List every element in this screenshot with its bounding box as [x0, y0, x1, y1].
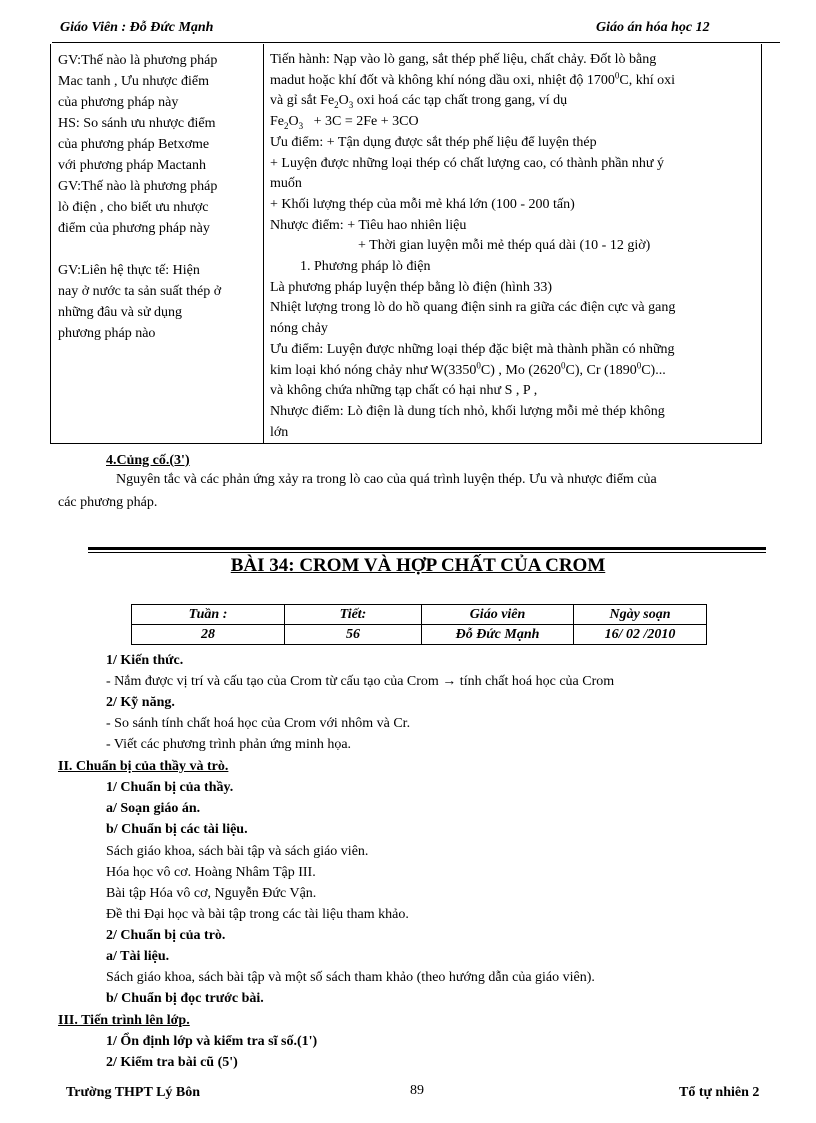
subscript: 3 — [348, 100, 354, 111]
text-run: C, khí oxi — [619, 72, 676, 88]
content-line: 1. Phương pháp lò điện — [300, 259, 431, 275]
section-heading: III. Tiến trình lên lớp. — [58, 1013, 190, 1028]
teacher-line: GV:Liên hệ thực tế: Hiện — [58, 263, 200, 278]
subsection-heading: 2/ Kiểm tra bài cũ (5') — [106, 1055, 238, 1070]
teacher-line: HS: So sánh ưu nhược điểm — [58, 116, 216, 131]
superscript: 0 — [561, 359, 566, 370]
content-line: Tiến hành: Nạp vào lò gang, sắt thép phế liệu, chất chảy. Đốt lò bằng — [270, 52, 657, 67]
content-line: Nhược điểm: Lò điện là dung tích nhỏ, khối lượng mỗi mẻ thép không — [270, 403, 665, 419]
text-run: Fe — [270, 114, 284, 130]
text-run: và gỉ sắt Fe — [270, 93, 335, 109]
reference-item: Đề thi Đại học và bài tập trong các tài liệu tham khảo. — [106, 907, 409, 922]
content-column — [270, 50, 758, 443]
table-row — [132, 605, 707, 625]
content-line: lớn — [270, 424, 289, 440]
content-line: + Khối lượng thép của mỗi mẻ khá lớn (100 - 200 tấn) — [270, 196, 575, 212]
content-line: Là phương pháp luyện thép bằng lò điện (hình 33) — [270, 279, 553, 295]
content-line: Ưu điểm: Luyện được những loại thép đặc biệt mà thành phần có những — [270, 341, 675, 357]
text-run: kim loại khó nóng chảy như W(3350 — [270, 362, 477, 378]
consolidation-heading: 4.Củng cố.(3') — [106, 453, 190, 468]
text-run: C), Cr (1890 — [565, 362, 637, 378]
text-run: + 3C = 2Fe + 3CO — [313, 114, 419, 130]
text-run: C)... — [641, 362, 666, 378]
content-line: Ưu điểm: + Tận dụng được sắt thép phế liệu để luyện thép — [270, 134, 597, 150]
knowledge-item: - Nắm được vị trí và cấu tạo của Crom từ cấu tạo của Crom → tính chất hoá học của Crom — [106, 674, 615, 689]
teacher-line: những đâu và sử dụng — [58, 305, 183, 320]
subsection-heading: 1/ Chuẩn bị của thầy. — [106, 780, 234, 795]
subsection-heading: 2/ Chuẩn bị của trò. — [106, 928, 226, 943]
lesson-info-table — [131, 604, 707, 645]
content-line: + Thời gian luyện mỗi mẻ thép quá dài (10 - 12 giờ) — [358, 238, 651, 254]
reference-item: Sách giáo khoa, sách bài tập và sách giáo viên. — [106, 844, 369, 859]
text-run: oxi hoá các tạp chất trong gang, ví dụ — [353, 93, 568, 109]
table-row — [132, 625, 707, 645]
table-cell: 28 — [132, 625, 285, 645]
equation-line — [270, 112, 758, 133]
page-number: 89 — [410, 1083, 424, 1098]
activity-table-divider — [263, 44, 264, 444]
subsection-heading: a/ Soạn giáo án. — [106, 801, 201, 816]
subsection-heading: b/ Chuẩn bị đọc trước bài. — [106, 991, 264, 1006]
teacher-line: của phương pháp Betxơme — [58, 137, 210, 152]
content-line — [270, 71, 758, 92]
table-header-cell: Ngày soạn — [574, 605, 707, 625]
header-subject: Giáo án hóa học 12 — [596, 20, 710, 35]
text-run: madut hoặc khí đốt và không khí nóng dầu oxi, nhiệt độ 1700 — [270, 72, 615, 88]
skills-item: - So sánh tính chất hoá học của Crom với nhôm và Cr. — [106, 716, 411, 731]
teacher-line: của phương pháp này — [58, 95, 179, 110]
lesson-title-text: BÀI 34: CROM VÀ HỢP CHẤT CỦA CROM — [230, 555, 606, 576]
superscript: 0 — [636, 359, 642, 370]
teacher-line: phương pháp nào — [58, 326, 156, 341]
text-run: O — [288, 114, 299, 130]
content-line — [270, 91, 758, 112]
content-line: nóng chảy — [270, 321, 328, 337]
footer-department: Tổ tự nhiên 2 — [679, 1085, 760, 1100]
footer-school: Trường THPT Lý Bôn — [66, 1085, 201, 1100]
teacher-line: GV:Thế nào là phương pháp — [58, 53, 218, 68]
table-cell: 56 — [285, 625, 422, 645]
title-rule — [88, 547, 766, 550]
subsection-heading: 1/ Ổn định lớp và kiểm tra sĩ số.(1') — [106, 1034, 318, 1049]
consolidation-text: Nguyên tắc và các phản ứng xảy ra trong lò cao của quá trình luyện thép. Ưu và nhược điểm của — [116, 472, 657, 487]
text-run: C) , Mo (2620 — [480, 362, 562, 378]
table-header-cell: Tuần : — [132, 605, 285, 625]
reference-item: Sách giáo khoa, sách bài tập và một số sách tham khảo (theo hướng dẫn của giáo viên). — [106, 970, 595, 985]
teacher-line: nay ở nước ta sản suất thép ở — [58, 284, 222, 299]
teacher-line: GV:Thế nào là phương pháp — [58, 179, 218, 194]
header-rule — [52, 42, 780, 43]
subscript: 2 — [334, 100, 339, 111]
teacher-line: Mac tanh , Ưu nhược điểm — [58, 74, 210, 89]
text-run: O — [338, 93, 349, 109]
section-heading: II. Chuẩn bị của thầy và trò. — [58, 759, 229, 774]
content-line: Nhược điểm: + Tiêu hao nhiên liệu — [270, 217, 467, 233]
reference-item: Bài tập Hóa vô cơ, Nguyễn Đức Vận. — [106, 886, 317, 901]
superscript: 0 — [476, 359, 481, 370]
teacher-line: điểm của phương pháp này — [58, 221, 210, 236]
superscript: 0 — [614, 70, 620, 81]
title-rule — [88, 552, 766, 553]
subsection-heading: a/ Tài liệu. — [106, 949, 170, 964]
table-header-cell: Tiết: — [285, 605, 422, 625]
content-line: muốn — [270, 176, 302, 192]
skills-heading: 2/ Kỹ năng. — [106, 695, 175, 710]
teacher-line: với phương pháp Mactanh — [58, 158, 206, 173]
header-teacher: Giáo Viên : Đỗ Đức Mạnh — [60, 20, 214, 35]
knowledge-heading: 1/ Kiến thức. — [106, 653, 184, 668]
lesson-title — [0, 555, 816, 577]
content-line: và không chứa những tạp chất có hại như S , P , — [270, 383, 538, 399]
subscript: 3 — [298, 120, 304, 131]
skills-item: - Viết các phương trình phản ứng minh họa. — [106, 737, 352, 752]
teacher-line: lò điện , cho biết ưu nhược — [58, 200, 209, 215]
teacher-line — [58, 239, 258, 260]
consolidation-text: các phương pháp. — [58, 495, 158, 510]
content-line — [270, 361, 758, 382]
subsection-heading: b/ Chuẩn bị các tài liệu. — [106, 822, 248, 837]
table-cell: Đỗ Đức Mạnh — [422, 625, 574, 645]
table-header-cell: Giáo viên — [422, 605, 574, 625]
content-line: Nhiệt lượng trong lò do hồ quang điện sinh ra giữa các điện cực và gang — [270, 300, 676, 316]
teacher-activity-column — [58, 50, 258, 344]
table-cell: 16/ 02 /2010 — [574, 625, 707, 645]
content-line: + Luyện được những loại thép có chất lượng cao, có thành phần như ý — [270, 155, 665, 171]
reference-item: Hóa học vô cơ. Hoàng Nhâm Tập III. — [106, 865, 316, 880]
subscript: 2 — [284, 120, 289, 131]
